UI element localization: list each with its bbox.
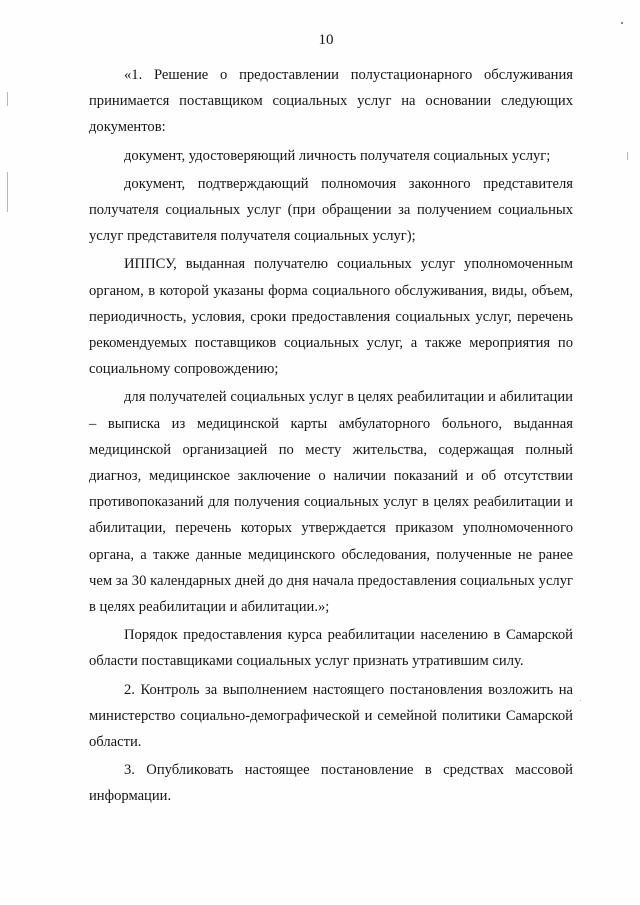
scan-artifact: [580, 700, 581, 701]
scan-artifact: [7, 92, 8, 106]
paragraph-rehabilitation-extract: для получателей социальных услуг в целях реабилитации и абилитации – выписка из медицинской карты амбулаторного больного, выданная медицинской организацией по месту жительства, содержащая полный диагноз, медицинское заключение о наличии показаний и об отсутствии противопоказаний для получения социальных услуг в целях реабилитации и абилитации, перечень которых утверждается приказом уполномоченного органа, а также данные медицинского обследования, полученные не ранее чем за 30 календарных дней до дня начала предоставления социальных услуг в целях реабилитации и абилитации.»;: [89, 389, 573, 616]
paragraph-procedure-void: Порядок предоставления курса реабилитации населению в Самарской области поставщиками социальных услуг признать утратившим силу.: [89, 627, 573, 670]
paragraph-control: 2. Контроль за выполнением настоящего постановления возложить на министерство социально-демографической и семейной политики Самарской области.: [89, 681, 573, 751]
paragraph-representative-document: документ, подтверждающий полномочия законного представителя получателя социальных услуг (при обращении за получением социальных услуг представителя получателя социальных услуг);: [89, 175, 573, 245]
paragraph-ippsu: ИППСУ, выданная получателю социальных услуг уполномоченным органом, в которой указаны форма социального обслуживания, виды, объем, периодичность, условия, сроки предоставления социальных услуг, перечень рекомендуемых поставщиков социальных услуг, а также мероприятия по социальному сопровождению;: [89, 256, 573, 378]
paragraph-decision-basis: «1. Решение о предоставлении полустационарного обслуживания принимается поставщиком социальных услуг на основании следующих документов:: [89, 67, 573, 136]
scan-artifact: [627, 152, 628, 160]
page-number: 10: [318, 32, 334, 48]
scan-artifact: [7, 172, 8, 212]
scan-artifact: [621, 22, 623, 24]
document-body: [89, 62, 573, 810]
paragraph-publish: 3. Опубликовать настоящее постановление в средствах массовой информации.: [89, 762, 573, 805]
paragraph-identity-document: документ, удостоверяющий личность получателя социальных услуг;: [124, 147, 551, 164]
